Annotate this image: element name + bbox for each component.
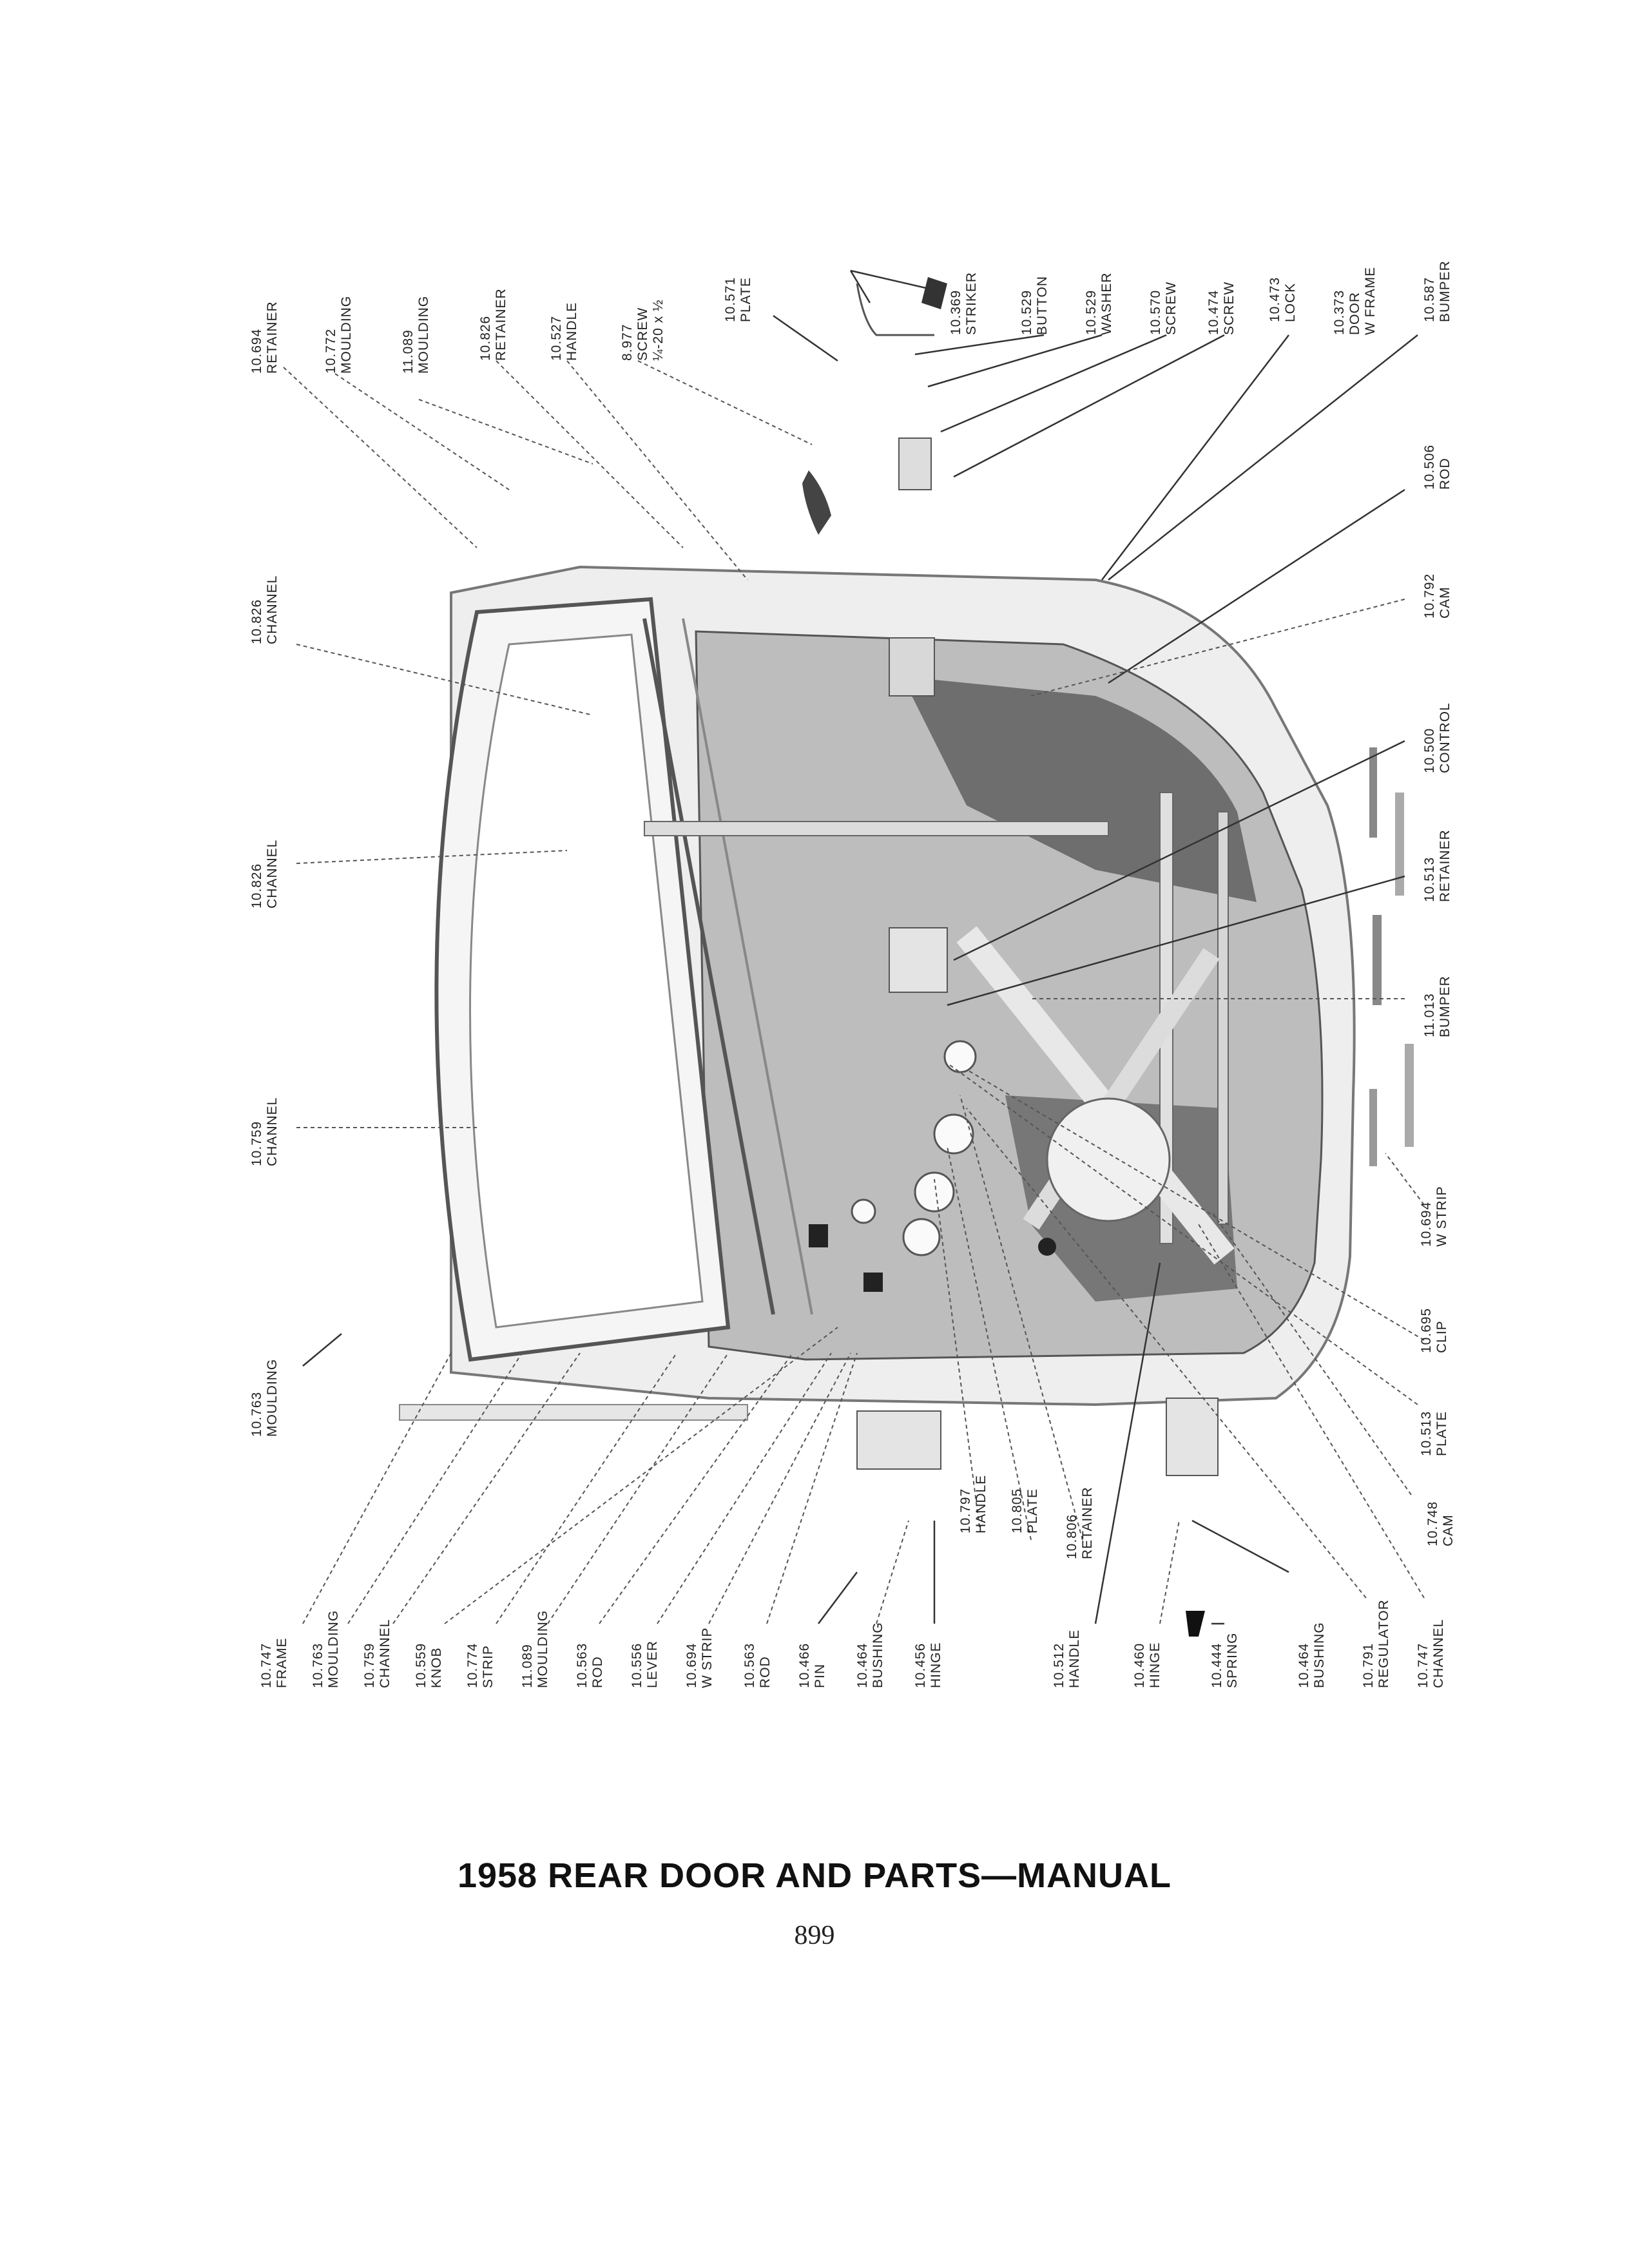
- callout-label: 10.466PIN: [797, 1642, 827, 1688]
- hinge: [1166, 1398, 1218, 1475]
- callout-label: 10.805PLATE: [1010, 1488, 1040, 1533]
- callout-label: 10.369STRIKER: [949, 271, 979, 335]
- leader-line: [928, 335, 1102, 387]
- callout-label: 10.747CHANNEL: [1416, 1619, 1446, 1688]
- callout-label: 10.513RETAINER: [1422, 829, 1452, 902]
- callout-label: 10.806RETAINER: [1065, 1486, 1095, 1559]
- callout-label: 10.556LEVER: [630, 1640, 660, 1688]
- callout-label: 10.464BUSHING: [855, 1622, 885, 1688]
- callout-label: 10.763MOULDING: [249, 1358, 280, 1437]
- leader-line: [303, 1334, 342, 1366]
- weather-strip: [1395, 793, 1404, 896]
- page-caption: 1958 REAR DOOR AND PARTS—MANUAL: [457, 1856, 1172, 1895]
- callout-label: 10.529BUTTON: [1019, 276, 1050, 335]
- callout-label: 11.089MOULDING: [520, 1610, 550, 1688]
- callout-label: 10.559KNOB: [414, 1642, 444, 1688]
- callout-label: 10.763MOULDING: [311, 1610, 341, 1688]
- callout-label: 10.772MOULDING: [323, 295, 354, 374]
- leader-line: [1160, 1521, 1179, 1624]
- leader-line: [773, 316, 838, 361]
- leader-line: [496, 1353, 677, 1624]
- striker-plate: [857, 284, 934, 335]
- callout-label: 10.694W STRIP: [684, 1627, 715, 1688]
- regulator-bracket: [644, 822, 1108, 836]
- leader-line: [335, 374, 509, 490]
- callout-label: 10.563ROD: [742, 1642, 773, 1688]
- leader-line: [1108, 490, 1405, 683]
- callout-label: 10.587BUMPER: [1422, 260, 1452, 322]
- bumper-block: [809, 1224, 828, 1247]
- sill-strip: [400, 1405, 747, 1420]
- callout-label: 10.826CHANNEL: [249, 575, 280, 644]
- callout-label: 10.563ROD: [575, 1642, 605, 1688]
- remote-control: [889, 928, 947, 992]
- leader-line: [851, 271, 934, 290]
- callout-label: 10.570SCREW: [1148, 281, 1179, 335]
- callout-label: 10.571PLATE: [723, 276, 753, 322]
- leader-line: [1102, 335, 1289, 580]
- leader-line: [818, 1572, 857, 1624]
- callout-label: 10.464BUSHING: [1296, 1622, 1327, 1688]
- callout-label: 11.013BUMPER: [1422, 975, 1452, 1037]
- regulator-gear: [1047, 1099, 1170, 1221]
- page-number: 899: [794, 1921, 835, 1950]
- callout-label: 10.474SCREW: [1206, 281, 1237, 335]
- callout-label: 10.529WASHER: [1084, 272, 1114, 335]
- callout-label: 10.506ROD: [1422, 444, 1452, 490]
- plug: [1038, 1238, 1056, 1256]
- leader-line: [1385, 1153, 1424, 1205]
- callout-label: 10.797HANDLE: [958, 1474, 988, 1533]
- callout-label: 8.977SCREW¼-20 x ½: [620, 299, 666, 361]
- callout-label: 10.473LOCK: [1268, 276, 1298, 322]
- lock-cylinder: [899, 438, 931, 490]
- callout-label: 10.512HANDLE: [1052, 1629, 1082, 1688]
- callout-label: 10.373DOORW FRAME: [1332, 266, 1378, 335]
- leader-line: [348, 1353, 522, 1624]
- cam-disc: [915, 1173, 954, 1211]
- leader-line: [548, 1353, 728, 1624]
- weather-strip: [1369, 747, 1377, 838]
- striker: [921, 277, 947, 309]
- cam-disc: [945, 1041, 976, 1072]
- leader-line: [1192, 1521, 1289, 1572]
- knob: [852, 1200, 875, 1223]
- weather-strip: [1369, 1089, 1377, 1166]
- callout-label: 10.456HINGE: [913, 1642, 943, 1688]
- callout-label: 10.513PLATE: [1419, 1410, 1449, 1456]
- callout-label: 10.792CAM: [1422, 573, 1452, 619]
- callout-label: 10.527HANDLE: [549, 302, 579, 361]
- callout-label: 10.500CONTROL: [1422, 702, 1452, 773]
- callout-label: 10.460HINGE: [1132, 1642, 1162, 1688]
- callout-label: 10.444SPRING: [1210, 1632, 1240, 1688]
- weather-strip: [1405, 1044, 1414, 1147]
- spring: [1186, 1611, 1205, 1637]
- callout-label: 10.694W STRIP: [1419, 1186, 1449, 1247]
- leader-line: [638, 361, 812, 445]
- callout-label: 10.747FRAME: [259, 1637, 289, 1688]
- callout-label: 10.826CHANNEL: [249, 839, 280, 908]
- cam-disc: [903, 1219, 940, 1255]
- callout-label: 10.694RETAINER: [249, 301, 280, 374]
- weather-strip: [1373, 915, 1382, 1005]
- leader-line: [915, 335, 1044, 354]
- callout-label: 10.826RETAINER: [478, 288, 508, 361]
- door-illustration: [400, 277, 1414, 1637]
- leader-line: [284, 367, 477, 548]
- bumper-block: [863, 1273, 883, 1292]
- callout-label: 10.774STRIP: [465, 1642, 496, 1688]
- leader-line: [303, 1353, 451, 1624]
- callout-label: 10.695CLIP: [1419, 1307, 1449, 1353]
- callout-label: 11.089MOULDING: [401, 295, 431, 374]
- leader-line: [567, 361, 747, 580]
- callout-label: 10.748CAM: [1425, 1501, 1456, 1546]
- outside-handle: [802, 470, 831, 535]
- leader-line: [876, 1521, 909, 1624]
- hinge: [857, 1411, 941, 1469]
- leader-line: [954, 335, 1224, 477]
- callout-label: 10.791REGULATOR: [1361, 1599, 1391, 1688]
- leader-line: [393, 1353, 580, 1624]
- callout-label: 10.759CHANNEL: [249, 1097, 280, 1166]
- guide-rail: [1218, 812, 1228, 1224]
- callout-label: 10.759CHANNEL: [362, 1619, 392, 1688]
- lock-plate: [889, 638, 934, 696]
